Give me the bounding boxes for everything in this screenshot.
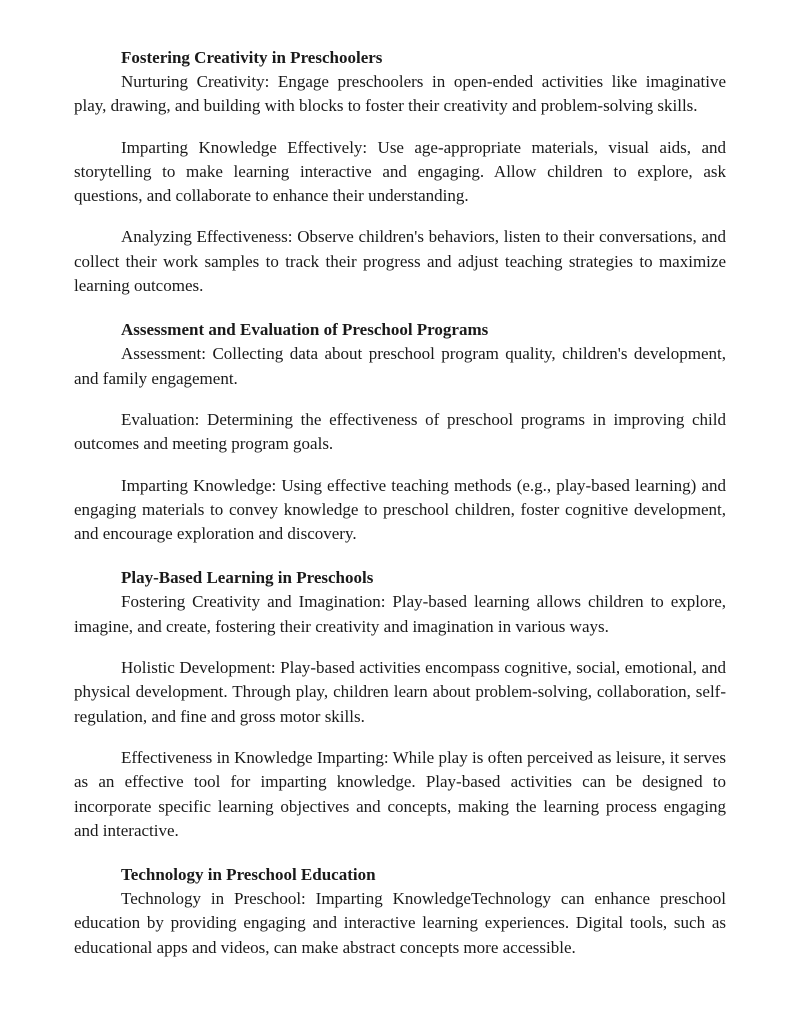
section-play-based-learning: [74, 566, 726, 843]
section-fostering-creativity: [74, 46, 726, 298]
paragraph: Fostering Creativity and Imagination: Play-based learning allows children to explore, imagine, and create, fostering their creativity and imagination in various ways.: [74, 592, 726, 636]
paragraph: Holistic Development: Play-based activities encompass cognitive, social, emotional, and physical development. Through play, children learn about problem-solving, collaboration, self-regulation, and fine and gross motor skills.: [74, 658, 726, 726]
paragraph: Evaluation: Determining the effectiveness of preschool programs in improving child outcomes and meeting program goals.: [74, 409, 726, 454]
paragraph: Imparting Knowledge: Using effective teaching methods (e.g., play-based learning) and engaging materials to convey knowledge to preschool children, foster cognitive development, and encourage exploration and discovery.: [74, 475, 726, 544]
paragraph: Effectiveness in Knowledge Imparting: While play is often perceived as leisure, it serves as an effective tool for imparting knowledge. Play-based activities can be designed to incorporate specific learning objectives and concepts, making the learning process engaging and interactive.: [74, 747, 726, 840]
paragraph: Analyzing Effectiveness: Observe children's behaviors, listen to their conversations, and collect their work samples to track their progress and adjust teaching strategies to maximize learning outcomes.: [74, 227, 726, 296]
section-assessment-evaluation: [74, 318, 726, 546]
section-heading: Play-Based Learning in Preschools: [121, 568, 374, 588]
document-page: [74, 46, 726, 980]
section-heading: Technology in Preschool Education: [121, 865, 376, 885]
section-technology: [74, 863, 726, 960]
paragraph: Nurturing Creativity: Engage preschoolers in open-ended activities like imaginative play, drawing, and building with blocks to foster their creativity and problem-solving skills.: [74, 72, 726, 116]
paragraph: Assessment: Collecting data about preschool program quality, children's development, and family engagement.: [74, 344, 726, 388]
paragraph: Imparting Knowledge Effectively: Use age-appropriate materials, visual aids, and storytelling to make learning interactive and engaging. Allow children to explore, ask questions, and collaborate to enhance their understanding.: [74, 137, 726, 206]
section-heading: Assessment and Evaluation of Preschool Programs: [121, 320, 489, 340]
section-heading: Fostering Creativity in Preschoolers: [121, 48, 383, 67]
paragraph: Technology in Preschool: Imparting KnowledgeTechnology can enhance preschool education by providing engaging and interactive learning experiences. Digital tools, such as educational apps and videos, can make abstract concepts more accessible.: [74, 889, 726, 957]
